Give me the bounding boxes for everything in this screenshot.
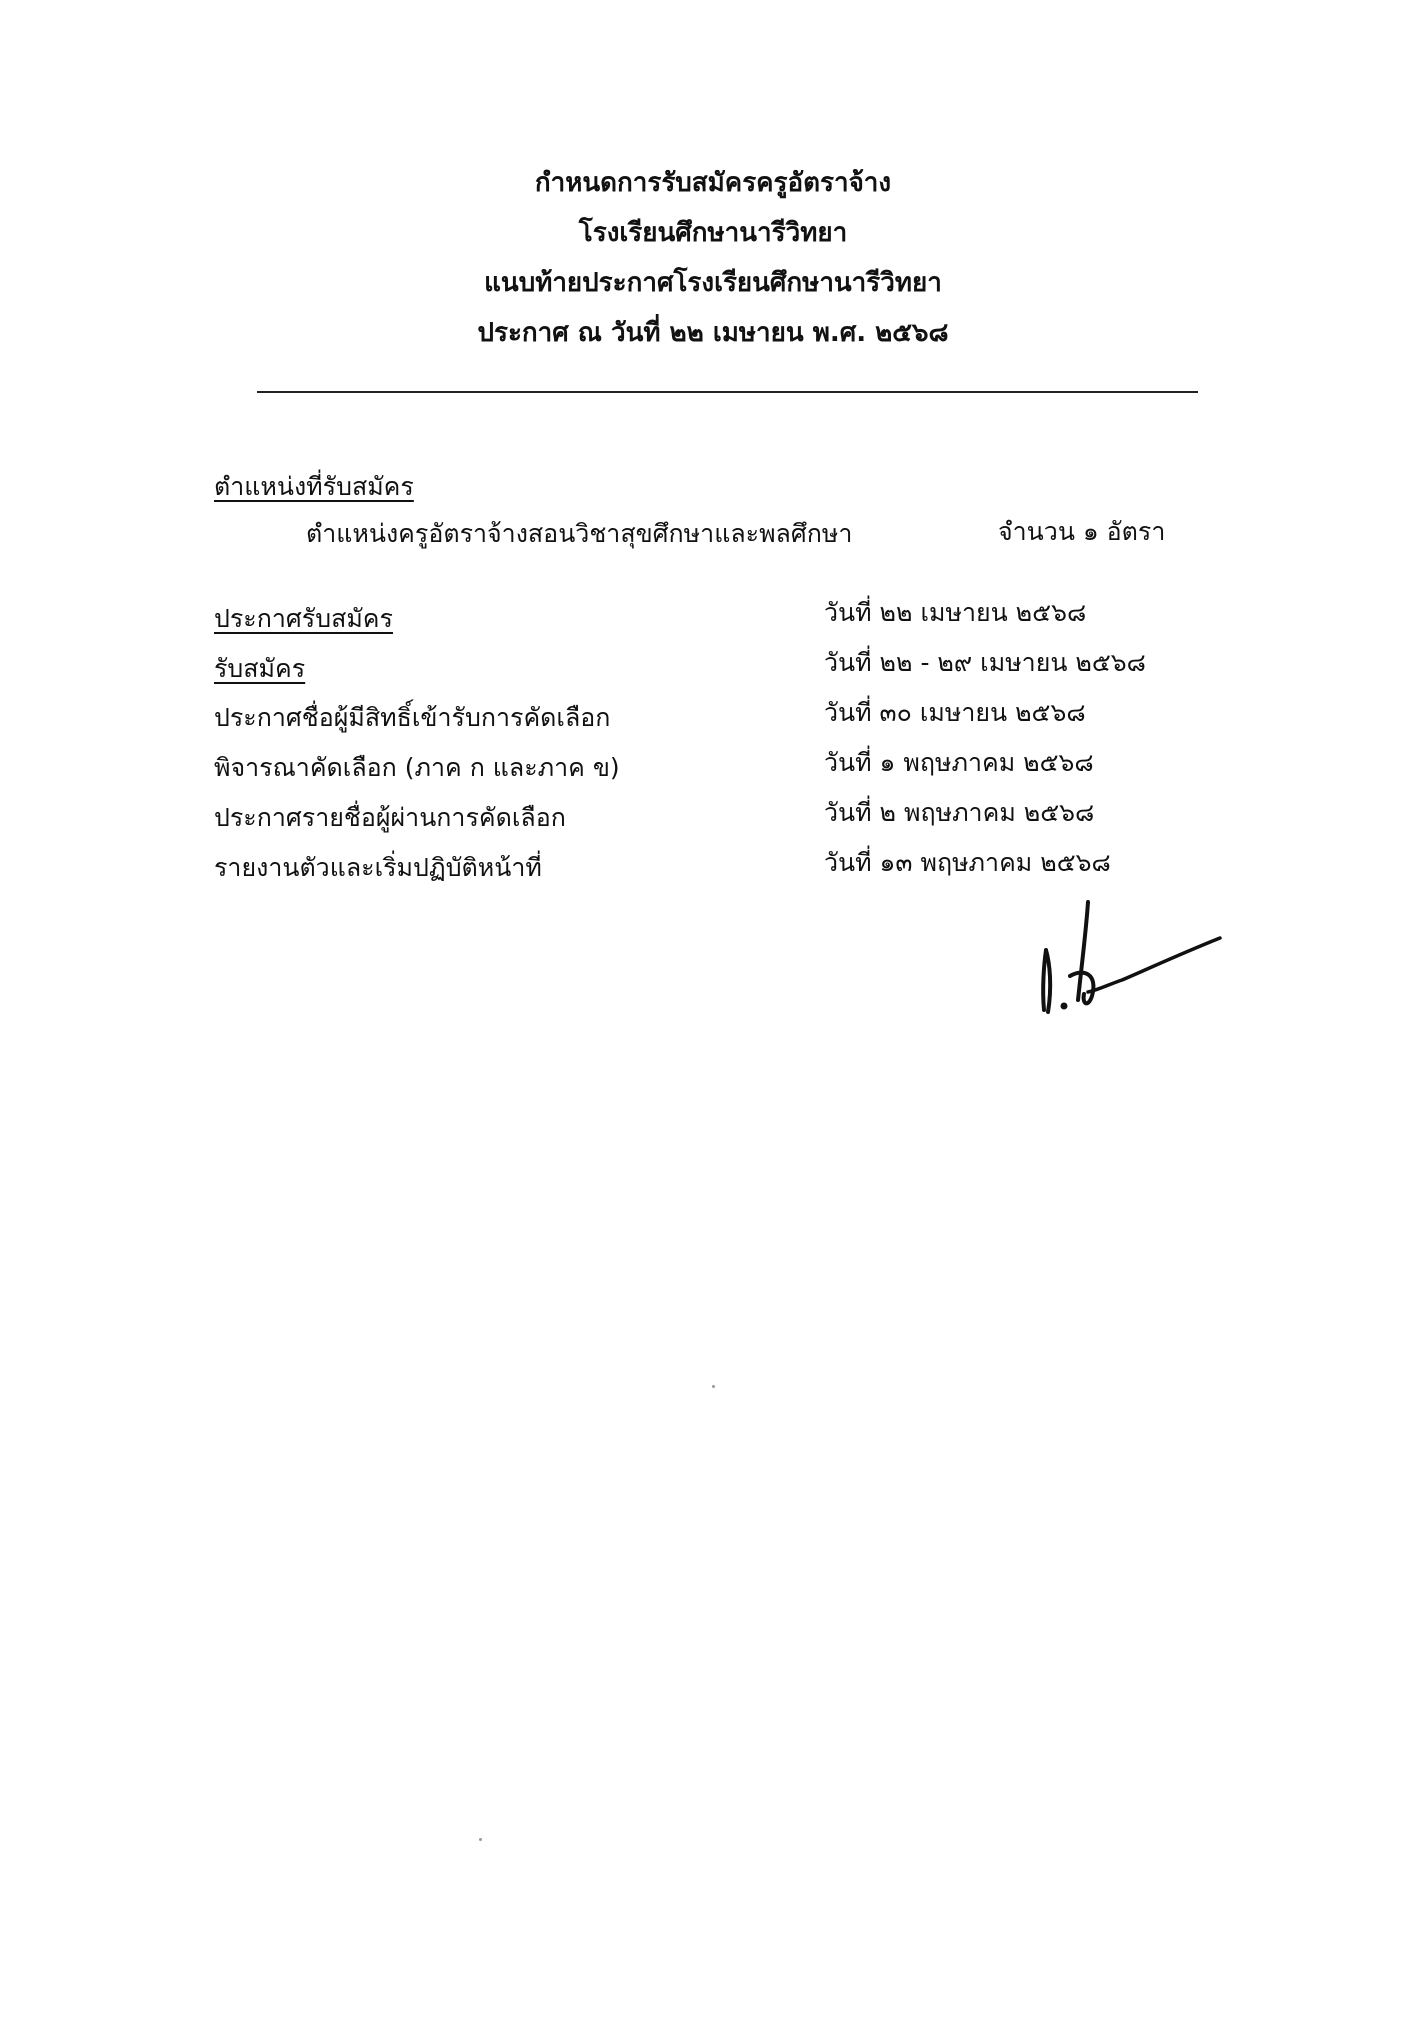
schedule-date-announcement: วันที่ ๒๒ เมษายน ๒๕๖๘ (824, 598, 1087, 627)
schedule-date-application: วันที่ ๒๒ - ๒๙ เมษายน ๒๕๖๘ (824, 648, 1146, 677)
schedule-label-report-duty: รายงานตัวและเริ่มปฏิบัติหน้าที่ (214, 853, 542, 882)
schedule-date-selection: วันที่ ๑ พฤษภาคม ๒๕๖๘ (824, 748, 1094, 777)
schedule-label-selection: พิจารณาคัดเลือก (ภาค ก และภาค ข) (214, 753, 620, 782)
header-announcement-date: ประกาศ ณ วันที่ ๒๒ เมษายน พ.ศ. ๒๕๖๘ (477, 318, 949, 348)
position-title: ตำแหน่งครูอัตราจ้างสอนวิชาสุขศึกษาและพลศึกษา (306, 519, 853, 548)
header-school-name: โรงเรียนศึกษานารีวิทยา (578, 218, 848, 248)
paper-speck (479, 1838, 482, 1841)
header-title: กำหนดการรับสมัครครูอัตราจ้าง (534, 168, 892, 198)
header-attachment-note: แนบท้ายประกาศโรงเรียนศึกษานารีวิทยา (484, 268, 942, 298)
document-header (0, 158, 1426, 358)
handwritten-signature (1030, 892, 1230, 1032)
position-heading: ตำแหน่งที่รับสมัคร (214, 472, 414, 501)
position-quota: จำนวน ๑ อัตรา (998, 517, 1166, 546)
schedule-label-results: ประกาศรายชื่อผู้ผ่านการคัดเลือก (214, 803, 566, 832)
schedule-label-eligible-list: ประกาศชื่อผู้มีสิทธิ์เข้ารับการคัดเลือก (214, 703, 611, 732)
schedule-date-results: วันที่ ๒ พฤษภาคม ๒๕๖๘ (824, 798, 1095, 827)
schedule-label-announcement: ประกาศรับสมัคร (214, 604, 393, 633)
schedule-date-report-duty: วันที่ ๑๓ พฤษภาคม ๒๕๖๘ (824, 848, 1111, 877)
header-divider (257, 391, 1198, 393)
paper-speck (712, 1385, 715, 1388)
schedule-date-eligible-list: วันที่ ๓๐ เมษายน ๒๕๖๘ (824, 698, 1086, 727)
schedule-label-application: รับสมัคร (214, 654, 306, 683)
